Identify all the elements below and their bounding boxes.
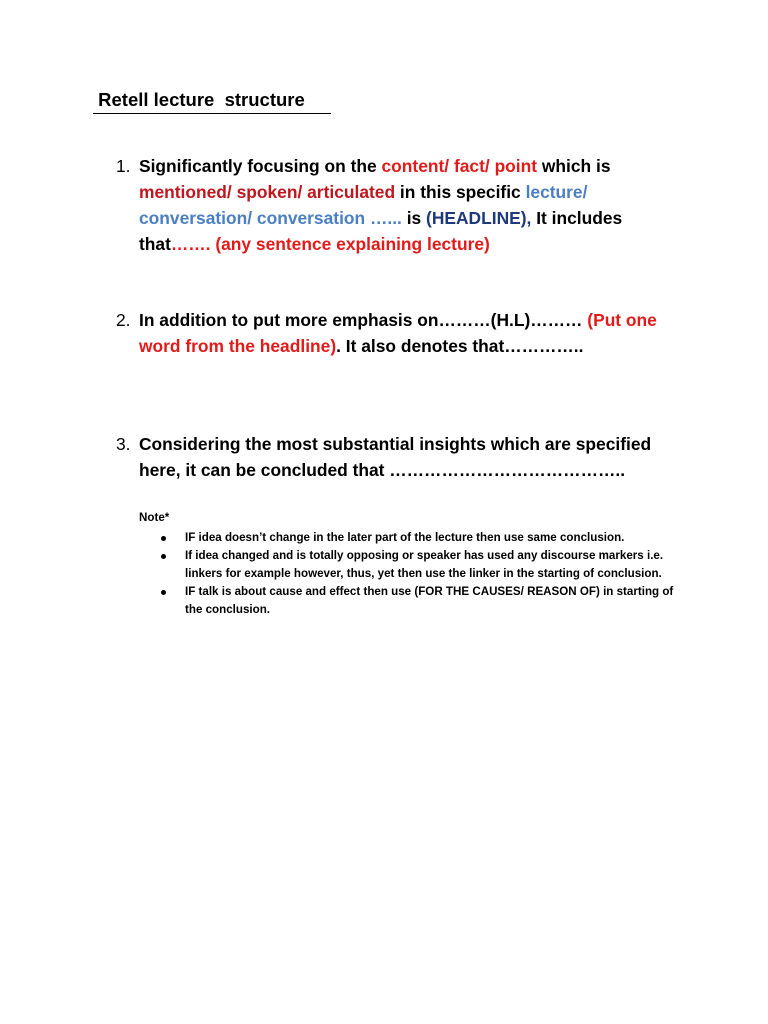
text-segment: in this specific [395, 182, 526, 202]
bullet-dot-icon [161, 536, 166, 541]
bullet-dot-icon [161, 554, 166, 559]
text-segment: In addition to put more emphasis on………(H.L)……… [139, 310, 588, 330]
note-section [139, 510, 679, 619]
step-number: 3. [116, 434, 131, 454]
structure-step-1 [116, 153, 676, 257]
step-number: 2. [116, 310, 131, 330]
text-segment: It includes that [139, 208, 623, 254]
note-bullet-text: If idea changed and is totally opposing or speaker has used any discourse markers i.e. linkers for example however, thus, yet then use the linker in the starting of conclusion. [185, 549, 664, 580]
note-bullet-text: IF idea doesn’t change in the later part of the lecture then use same conclusion. [185, 531, 625, 544]
note-bullet-text: IF talk is about cause and effect then use (FOR THE CAUSES/ REASON OF) in starting of the conclusion. [185, 585, 674, 616]
note-bullet-list [139, 529, 679, 619]
text-segment-highlight: (Put one word from the headline) [139, 310, 657, 356]
note-bullet-item [139, 583, 679, 619]
text-segment: is [401, 208, 427, 228]
structure-step-3 [116, 431, 676, 483]
step-number: 1. [116, 156, 131, 176]
structure-list [116, 153, 676, 483]
text-segment: which is [537, 156, 611, 176]
text-segment-highlight: mentioned/ spoken/ articulated [139, 182, 396, 202]
text-segment-highlight: content/ fact/ point [381, 156, 538, 176]
text-segment-highlight: (HEADLINE), [426, 208, 532, 228]
text-segment: Considering the most substantial insights which are specified here, it can be concluded that ………………………………….. [139, 434, 652, 480]
text-segment-highlight: ……. (any sentence explaining lecture) [170, 234, 490, 254]
page-title: Retell lecture structure [93, 88, 331, 114]
note-bullet-item [139, 547, 679, 583]
text-segment-highlight: lecture/ conversation/ conversation …... [139, 182, 588, 228]
note-title: Note* [139, 511, 170, 524]
step-text [139, 156, 622, 254]
step-text [139, 434, 651, 480]
text-segment: Significantly focusing on the [139, 156, 382, 176]
note-bullet-item [139, 529, 679, 547]
structure-step-2 [116, 307, 676, 359]
bullet-dot-icon [161, 590, 166, 595]
step-text [139, 310, 657, 356]
text-segment: . It also denotes that………….. [336, 336, 584, 356]
